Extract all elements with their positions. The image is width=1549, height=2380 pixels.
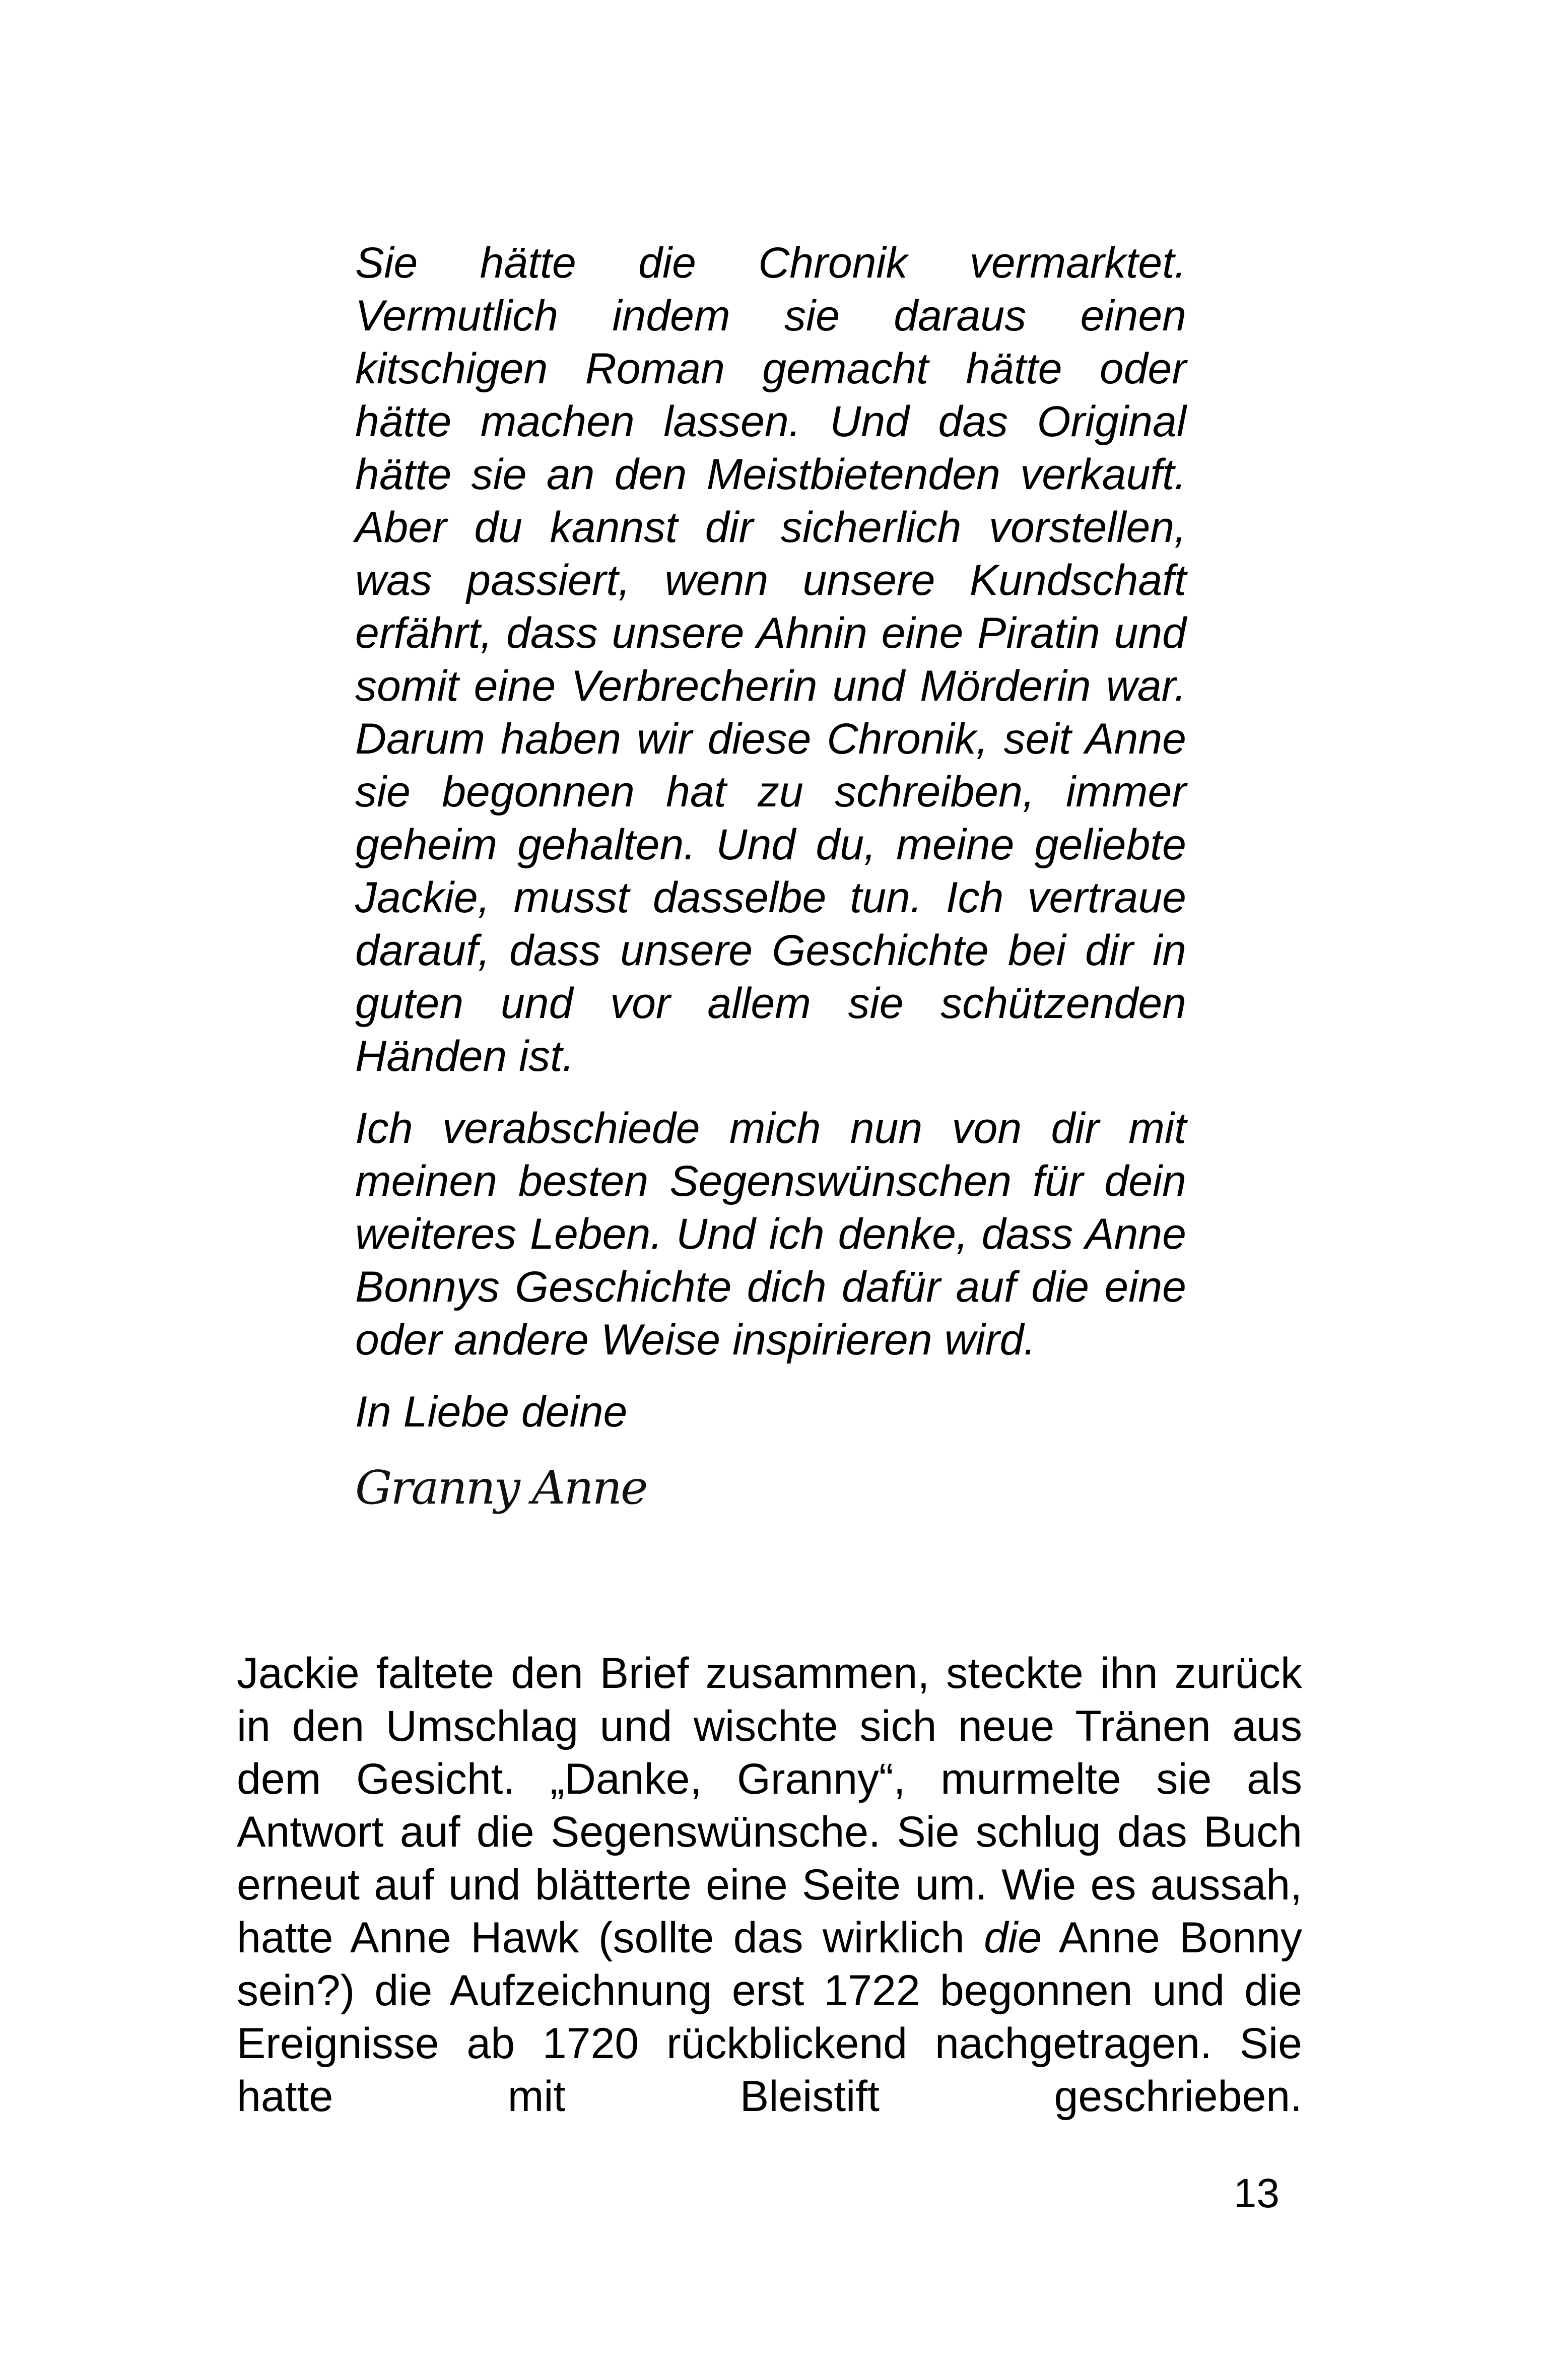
narrative-paragraph — [237, 1647, 1302, 2123]
handwritten-signature: Granny Anne — [355, 1461, 647, 1515]
narrative-italic-word: die — [984, 1914, 1042, 1962]
letter-excerpt — [355, 237, 1186, 1518]
letter-closing: In Liebe deine — [355, 1388, 628, 1436]
letter-paragraph-2: Ich verabschiede mich nun von dir mit meinen besten Segenswünschen für dein weiteres Leben. Und ich denke, dass Anne Bonnys Geschichte dich dafür auf die eine oder andere Weise inspirieren wird. — [355, 1104, 1186, 1364]
narrative-text-before: Jackie faltete den Brief zusammen, steckte ihn zurück in den Umschlag und wischte sich neue Tränen aus dem Gesicht. „Danke, Granny“, murmelte sie als Antwort auf die Segenswünsche. Sie schlug das Buch erneut auf und blätterte eine Seite um. Wie es aussah, hatte Anne Hawk (sollte das wirklich — [237, 1649, 1302, 1962]
page-number: 13 — [1233, 2170, 1279, 2216]
letter-paragraph-1: Sie hätte die Chronik vermarktet. Vermutlich indem sie daraus einen kitschigen Roman gemacht hätte oder hätte machen lassen. Und das Original hätte sie an den Meistbietenden verkauft. Aber du kannst dir sicherlich vorstellen, was passiert, wenn unsere Kundschaft erfährt, dass unsere Ahnin eine Piratin und somit eine Verbrecherin und Mörderin war. Darum haben wir diese Chronik, seit Anne sie begonnen hat zu schreiben, immer geheim gehalten. Und du, meine geliebte Jackie, musst dasselbe tun. Ich vertraue darauf, dass unsere Geschichte bei dir in guten und vor allem sie schützenden Händen ist. — [355, 239, 1186, 1080]
narrative-text-after: Anne Bonny sein?) die Aufzeichnung erst 1722 begonnen und die Ereignisse ab 1720 rückblickend nachgetragen. Sie hatte mit Bleistift geschrieben. — [237, 1914, 1302, 2121]
